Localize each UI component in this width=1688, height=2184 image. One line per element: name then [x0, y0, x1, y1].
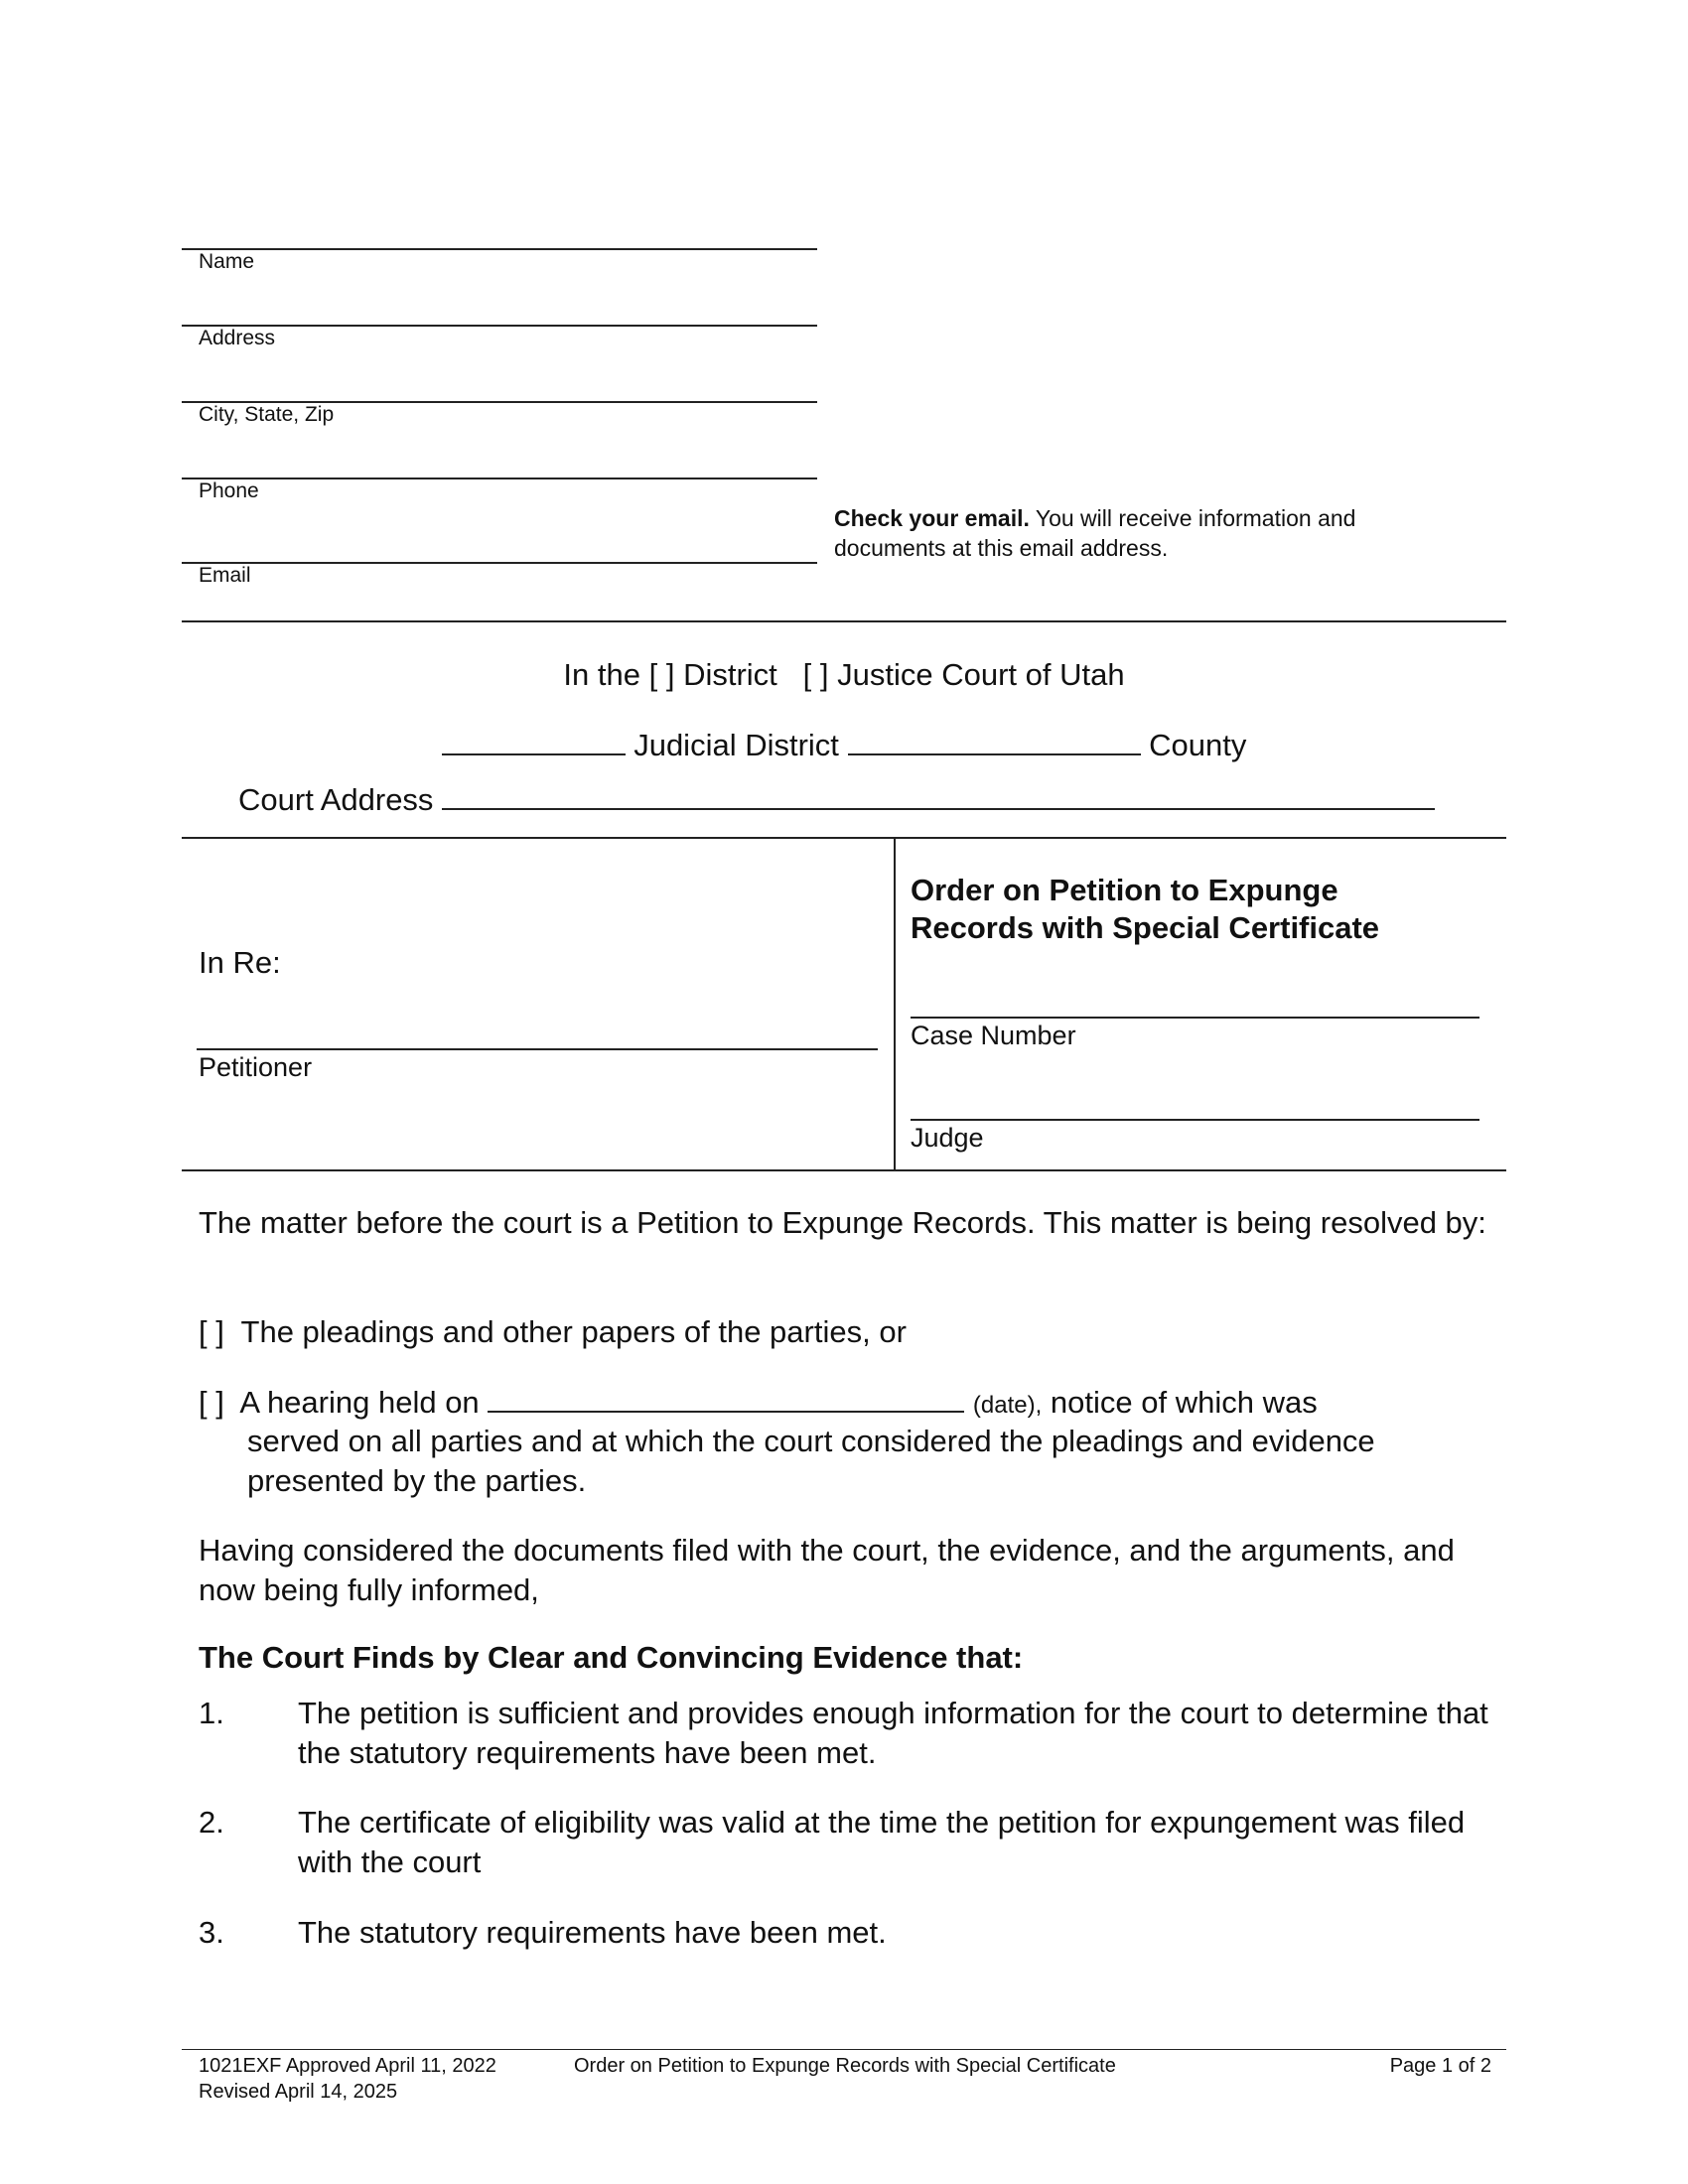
caption-divider — [894, 837, 896, 1169]
pleadings-checkbox[interactable]: [ ] — [199, 1314, 224, 1349]
case-number-line[interactable] — [911, 1017, 1479, 1019]
caption-top-border — [182, 837, 1506, 839]
finding-2-number: 2. — [199, 1805, 224, 1840]
email-label: Email — [199, 564, 251, 587]
pleadings-text: The pleadings and other papers of the parties, or — [240, 1314, 907, 1349]
judge-label: Judge — [911, 1123, 984, 1153]
document-title: Order on Petition to Expunge Records with Special Certificate — [911, 873, 1380, 945]
court-prefix: In the — [563, 657, 640, 692]
justice-checkbox[interactable]: [ ] — [802, 657, 829, 692]
hearing-date-input[interactable] — [488, 1387, 964, 1413]
finding-1-text: The petition is sufficient and provides enough information for the court to determine that the statutory requirements have been met. — [298, 1696, 1488, 1770]
district-county-line — [0, 728, 1688, 763]
hearing-text-c: served on all parties and at which the court considered the pleadings and evidence presented by the parties. — [247, 1424, 1375, 1498]
hearing-checkbox[interactable]: [ ] — [199, 1385, 224, 1420]
name-label: Name — [199, 250, 255, 273]
finding-1-number: 1. — [199, 1696, 224, 1730]
court-address-input[interactable] — [442, 784, 1435, 810]
city-state-zip-label: City, State, Zip — [199, 403, 335, 426]
judicial-district-input[interactable] — [442, 730, 626, 755]
hearing-text-b: notice of which was — [1050, 1385, 1318, 1420]
email-note — [834, 503, 1430, 563]
court-type-line — [0, 657, 1688, 693]
district-label: District — [683, 657, 777, 692]
footer-rule — [182, 2049, 1506, 2050]
county-label: County — [1149, 728, 1247, 762]
footer-revised: Revised April 14, 2025 — [199, 2081, 398, 2103]
email-note-text: You will receive information and documents at this email address. — [834, 505, 1356, 561]
judge-line[interactable] — [911, 1119, 1479, 1121]
considered-paragraph: Having considered the documents filed with the court, the evidence, and the arguments, and now being fully informed, — [199, 1533, 1455, 1607]
header-divider — [182, 620, 1506, 622]
phone-label: Phone — [199, 479, 259, 502]
petitioner-line[interactable] — [197, 1048, 878, 1050]
option-hearing — [199, 1383, 1318, 1426]
address-label: Address — [199, 327, 276, 349]
county-input[interactable] — [848, 730, 1141, 755]
in-re-label: In Re: — [199, 945, 281, 980]
hearing-date-hint: (date), — [972, 1392, 1043, 1419]
option-pleadings — [199, 1312, 907, 1352]
judicial-district-label: Judicial District — [633, 728, 839, 762]
case-number-label: Case Number — [911, 1021, 1076, 1050]
phone-line[interactable] — [182, 478, 817, 479]
footer-title: Order on Petition to Expunge Records with Special Certificate — [574, 2055, 1116, 2077]
justice-label: Justice Court of Utah — [837, 657, 1125, 692]
footer-form-id: 1021EXF Approved April 11, 2022 — [199, 2055, 496, 2077]
court-address-line — [238, 782, 1435, 818]
finding-2-text: The certificate of eligibility was valid at the time the petition for expungement was filed with the court — [298, 1805, 1466, 1879]
petitioner-label: Petitioner — [199, 1052, 313, 1082]
name-line[interactable] — [182, 248, 817, 250]
email-note-bold: Check your email. — [834, 505, 1030, 531]
findings-heading: The Court Finds by Clear and Convincing Evidence that: — [199, 1640, 1024, 1675]
district-checkbox[interactable]: [ ] — [648, 657, 675, 692]
hearing-text-a: A hearing held on — [239, 1385, 480, 1420]
caption-bottom-border — [182, 1169, 1506, 1171]
finding-3-number: 3. — [199, 1915, 224, 1950]
finding-3-text: The statutory requirements have been met. — [298, 1915, 887, 1950]
email-line[interactable] — [182, 562, 817, 564]
intro-paragraph: The matter before the court is a Petition to Expunge Records. This matter is being resolved by: — [199, 1205, 1486, 1240]
address-line[interactable] — [182, 325, 817, 327]
court-address-label: Court Address — [238, 782, 434, 817]
footer-page-number: Page 1 of 2 — [1389, 2055, 1491, 2077]
